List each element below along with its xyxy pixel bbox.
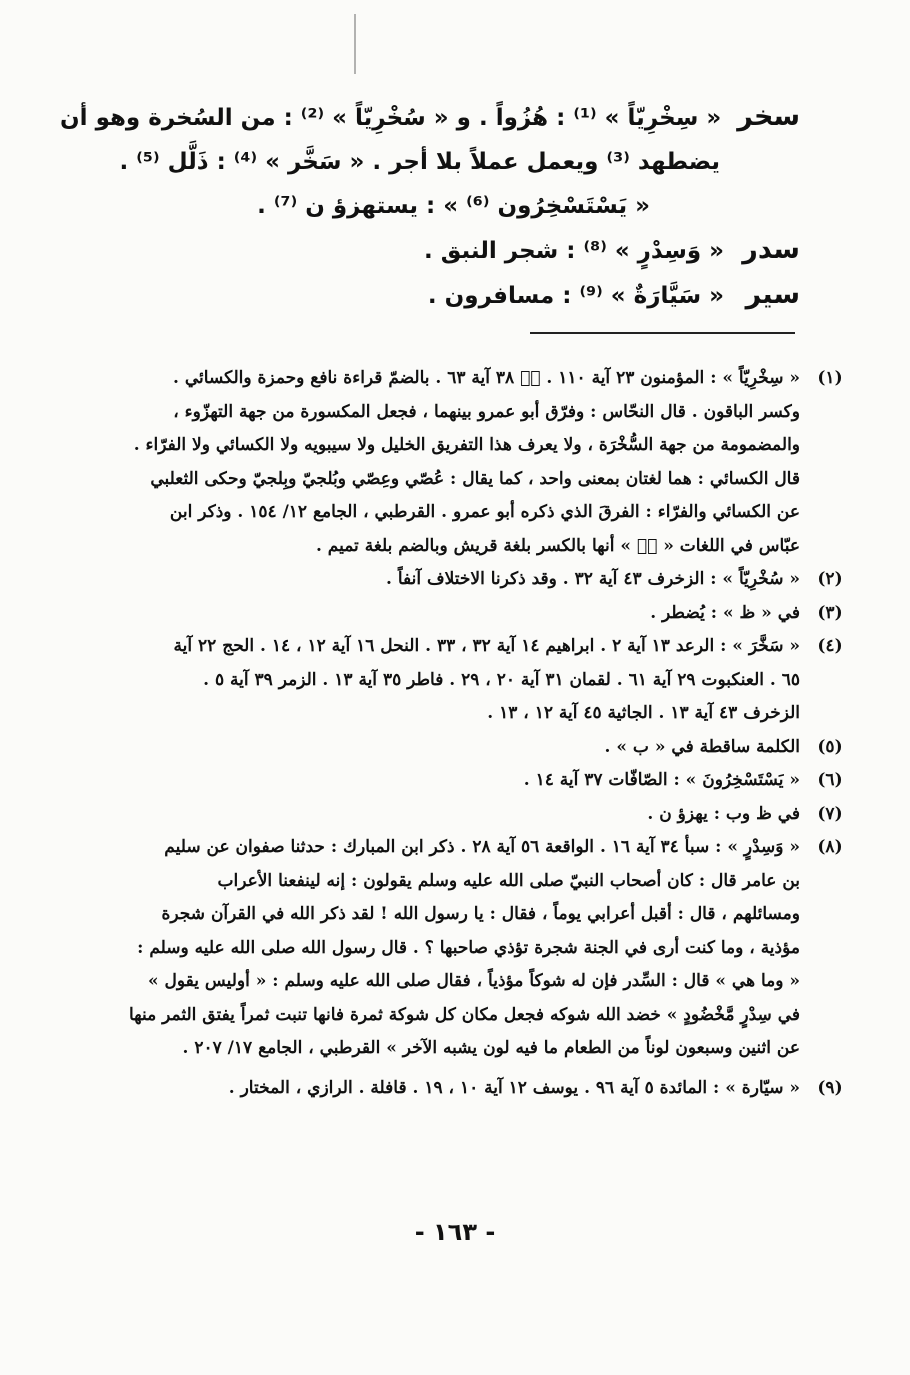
entry-sakhar-line-1 xyxy=(60,95,800,140)
footnote-line: « سُخْرِيّاً » : الزخرف ٤٣ آية ٣٢ . وقد ذكرنا الاختلاف آنفاً . xyxy=(386,569,800,589)
footnote-line: بن عامر قال : كان أصحاب النبيّ صلى الله عليه وسلم يقولون : إنه لينفعنا الأعراب xyxy=(217,870,800,891)
footnote-line: ٦٥ . العنكبوت ٢٩ آية ٦١ . لقمان ٣١ آية ٢٠ ، ٢٩ . فاطر ٣٥ آية ١٣ . الزمر ٣٩ آية ٥ . xyxy=(203,669,800,690)
footnote-number: (٤) xyxy=(817,636,843,656)
entry-root-sakhar: سخر xyxy=(737,101,800,132)
footnote-line: والمضمومة من جهة السُّخْرَة ، ولا يعرف هذا التفريق الخليل ولا سيبويه ولا الكسائي ولا الفرّاء . xyxy=(133,435,800,455)
footnote-line: « سيّارة » : المائدة ٥ آية ٩٦ . يوسف ١٢ آية ١٠ ، ١٩ . قافلة . الرازي ، المختار . xyxy=(228,1077,800,1098)
entry-text: « سَيَّارَةٌ » ⁽⁹⁾ : مسافرون . xyxy=(427,283,724,309)
footnote-2 xyxy=(124,563,843,597)
footnote-number: (١) xyxy=(817,368,843,388)
footnote-5 xyxy=(124,731,843,765)
footnote-line: الكلمة ساقطة في « ب » . xyxy=(604,736,800,757)
dictionary-entries xyxy=(60,95,800,318)
footnote-line: في سِدْرٍ مَّخْضُودٍ » خضد الله شوكه فجعل مكان كل شوكة ثمرة فانها تنبت ثمراً يفتق الثمر منها xyxy=(128,1004,800,1025)
page-number: - ١٦٣ - xyxy=(414,1218,496,1246)
footnote-number: (٥) xyxy=(817,736,843,757)
entry-sayr-line xyxy=(100,273,800,318)
footnote-4 xyxy=(124,630,843,731)
footnote-number: (٣) xyxy=(817,602,843,623)
footnote-line: مؤذية ، وما كنت أرى في الجنة شجرة تؤذي صاحبها ؟ . قال رسول الله صلى الله عليه وسلم : xyxy=(137,937,800,958)
footnote-line: « وَسِدْرٍ » : سبأ ٣٤ آية ١٦ . الواقعة ٥٦ آية ٢٨ . ذكر ابن المبارك : حدثنا صفوان عن سليم xyxy=(164,837,800,857)
footnote-line: « يَسْتَسْخِرُونَ » : الصّافّات ٣٧ آية ١٤ . xyxy=(523,770,800,790)
footnotes xyxy=(124,362,843,1105)
footnote-line: وكسر الباقون . قال النحّاس : وفرّق أبو عمرو بينهما ، فجعل المكسورة من جهة التهزّوء ، xyxy=(173,401,800,422)
footnote-line: قال الكسائي : هما لغتان بمعنى واحد ، كما يقال : عُصّي وعِصّي وبُلجيّ وبِلجيّ وحكى الثعلبي xyxy=(150,468,800,489)
footnote-number: (٧) xyxy=(817,803,843,824)
footnote-1 xyxy=(124,362,843,563)
footnote-7 xyxy=(124,798,843,832)
footnote-separator xyxy=(530,332,795,334)
entry-sakhar-line-3: « يَسْتَسْخِرُون ⁽⁶⁾ » : يستهزؤ ن ⁽⁷⁾ . xyxy=(257,193,650,219)
footnote-line: ومسائلهم ، قال : أقبل أعرابي يوماً ، فقال : يا رسول الله ! لقد ذكر الله في القرآن شجرة xyxy=(161,904,800,924)
footnote-number: (٩) xyxy=(817,1077,843,1098)
footnote-3 xyxy=(124,597,843,631)
entry-root-sidr: سدر xyxy=(742,234,800,265)
footnote-number: (٨) xyxy=(817,837,843,857)
footnote-line: في ظ وب : يهزؤ ن . xyxy=(647,803,800,824)
footnote-line: « وما هي » قال : السِّدر فإن له شوكاً مؤذياً ، فقال صلى الله عليه وسلم : « أوليس يقول » xyxy=(148,971,800,991)
footnote-line: « سِخْرِيّاً » : المؤمنون ٢٣ آية ١١٠ . صۤ ٣٨ آية ٦٣ . بالضمّ قراءة نافع وحمزة والكسائي . xyxy=(173,368,800,388)
footnote-9 xyxy=(124,1072,843,1106)
footnote-line: الزخرف ٤٣ آية ١٣ . الجاثية ٤٥ آية ١٢ ، ١٣ . xyxy=(487,703,800,723)
footnote-8 xyxy=(124,831,843,1066)
scan-mark xyxy=(354,14,356,74)
footnote-line: « سَخَّرَ » : الرعد ١٣ آية ٢ . ابراهيم ١٤ آية ٣٢ ، ٣٣ . النحل ١٦ آية ١٢ ، ١٤ . الحج ٢٢ آية xyxy=(173,636,800,656)
footnote-line: في « ظ » : يُضطر . xyxy=(650,602,800,623)
entry-sakhar-line-2: يضطهد ⁽³⁾ ويعمل عملاً بلا أجر . « سَخَّر » ⁽⁴⁾ : ذَلَّل ⁽⁵⁾ . xyxy=(119,149,720,175)
entry-text: « وَسِدْرٍ » ⁽⁸⁾ : شجر النبق . xyxy=(423,238,724,264)
footnote-number: (٢) xyxy=(817,569,843,589)
footnote-6 xyxy=(124,764,843,798)
footnote-line: عن الكسائي والفرّاء : الفرقَ الذي ذكره أبو عمرو . القرطبي ، الجامع ١٢/ ١٥٤ . وذكر ابن xyxy=(169,502,800,522)
entry-text: « سِخْرِيّاً » ⁽¹⁾ : هُزُواً . و « سُخْرِيّاً » ⁽²⁾ : من السُخرة وهو أن xyxy=(60,105,722,131)
footnote-line: عبّاس في اللغات « صۤ » أنها بالكسر بلغة قريش وبالضم بلغة تميم . xyxy=(315,535,800,556)
footnote-line: عن اثنين وسبعون لوناً من الطعام ما فيه لون يشبه الآخر » القرطبي ، الجامع ١٧/ ٢٠٧ . xyxy=(182,1038,800,1058)
entry-root-sayr: سير xyxy=(745,279,800,310)
entry-sidr-line xyxy=(100,228,800,273)
footnote-number: (٦) xyxy=(817,770,843,790)
